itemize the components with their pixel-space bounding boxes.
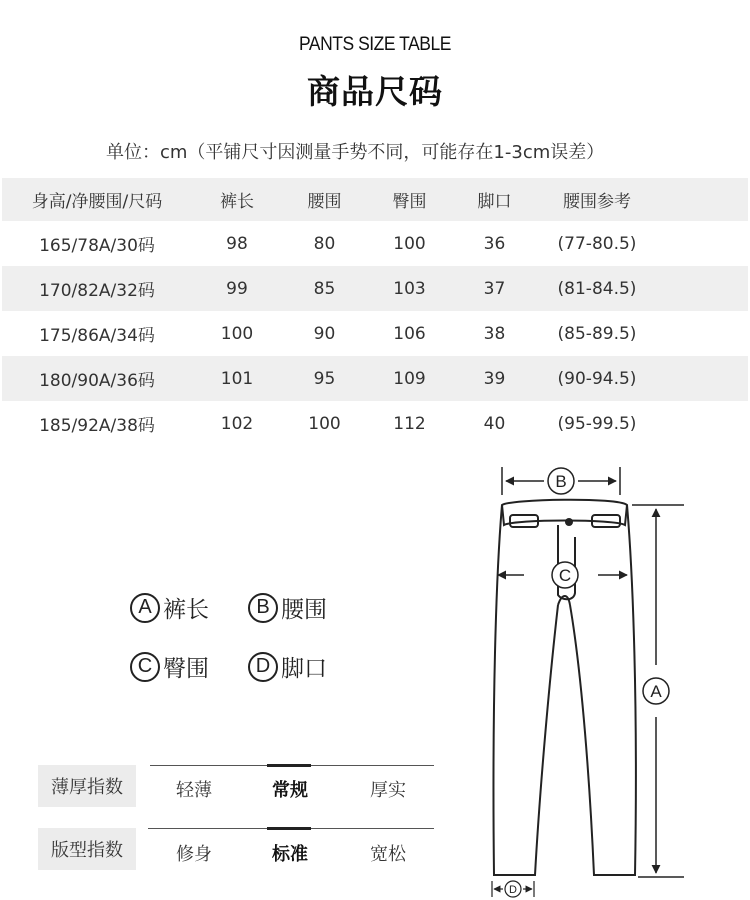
table-cell: (77-80.5) <box>557 233 637 254</box>
table-cell: 36 <box>483 233 506 254</box>
table-cell: 185/92A/38码 <box>39 416 155 436</box>
label-d: D <box>509 884 517 896</box>
label-c: C <box>558 566 572 585</box>
table-cell: 180/90A/36码 <box>2 356 192 401</box>
table-cell: (95-99.5) <box>557 413 637 434</box>
column-header: 腰围参考 <box>537 178 657 221</box>
column-header: 脚口 <box>452 178 537 221</box>
table-cell: 38 <box>483 323 506 344</box>
index-option: 宽松 <box>370 844 406 865</box>
length-dimension <box>632 505 684 877</box>
index-option: 轻薄 <box>176 780 212 801</box>
table-cell: 100 <box>308 413 341 434</box>
table-cell: 112 <box>393 413 426 434</box>
table-cell: 98 <box>226 233 248 254</box>
legend-label: 臀围 <box>163 656 209 682</box>
table-row <box>2 401 748 446</box>
index-option-selected: 标准 <box>272 844 308 865</box>
legend-letter: A <box>130 593 160 623</box>
table-row <box>2 221 748 266</box>
column-header: 身高/净腰围/尺码 <box>2 178 192 221</box>
index-option-selected: 常规 <box>272 780 308 801</box>
leg-opening-dimension <box>492 881 534 897</box>
table-cell: 95 <box>282 356 367 401</box>
legend-label: 腰围 <box>281 597 327 623</box>
index-option: 厚实 <box>370 780 406 801</box>
legend-item-d <box>248 650 327 683</box>
pants-diagram <box>470 455 710 900</box>
table-cell: 85 <box>282 266 367 311</box>
table-cell: 170/82A/32码 <box>2 266 192 311</box>
table-cell: 106 <box>393 323 426 344</box>
table-cell: (81-84.5) <box>537 266 657 311</box>
table-row <box>2 356 748 401</box>
thickness-index-label: 薄厚指数 <box>38 765 136 807</box>
table-header-row <box>2 178 748 221</box>
label-b: B <box>555 472 567 491</box>
pants-outline <box>493 500 635 875</box>
table-cell: 102 <box>220 413 254 434</box>
legend-label: 裤长 <box>163 597 209 623</box>
table-cell: 100 <box>393 233 426 254</box>
table-row <box>2 311 748 356</box>
legend-letter: D <box>248 652 278 682</box>
size-table <box>2 178 748 446</box>
table-cell: 175/86A/34码 <box>39 326 155 346</box>
column-header: 裤长 <box>192 178 282 221</box>
table-cell: 165/78A/30码 <box>39 236 155 256</box>
legend-item-a <box>130 591 209 624</box>
legend-letter: C <box>130 652 160 682</box>
table-cell: 109 <box>367 356 452 401</box>
legend-letter: B <box>248 593 278 623</box>
fit-index-label: 版型指数 <box>38 828 136 870</box>
waist-dimension <box>502 467 620 495</box>
label-a: A <box>650 682 662 701</box>
unit-note: 单位：cm（平铺尺寸因测量手势不同，可能存在1-3cm误差） <box>106 142 605 163</box>
title-english: PANTS SIZE TABLE <box>299 34 451 55</box>
table-cell: 100 <box>220 323 254 344</box>
column-header: 腰围 <box>282 178 367 221</box>
table-cell: 103 <box>367 266 452 311</box>
table-cell: 39 <box>452 356 537 401</box>
table-row <box>2 266 748 311</box>
table-cell: 40 <box>483 413 506 434</box>
table-cell: 90 <box>313 323 336 344</box>
selected-marker <box>267 764 311 767</box>
legend-label: 脚口 <box>281 656 327 682</box>
page-title: 商品尺码 <box>307 72 443 111</box>
index-option: 修身 <box>176 844 212 865</box>
table-cell: 101 <box>192 356 282 401</box>
legend-item-c <box>130 650 209 683</box>
table-cell: 99 <box>192 266 282 311</box>
table-cell: (85-89.5) <box>557 323 637 344</box>
button-icon <box>565 518 573 526</box>
legend-item-b <box>248 591 327 624</box>
selected-marker <box>267 827 311 830</box>
table-cell: (90-94.5) <box>537 356 657 401</box>
table-cell: 37 <box>452 266 537 311</box>
column-header: 臀围 <box>367 178 452 221</box>
table-cell: 80 <box>313 233 336 254</box>
hip-dimension <box>498 562 627 588</box>
